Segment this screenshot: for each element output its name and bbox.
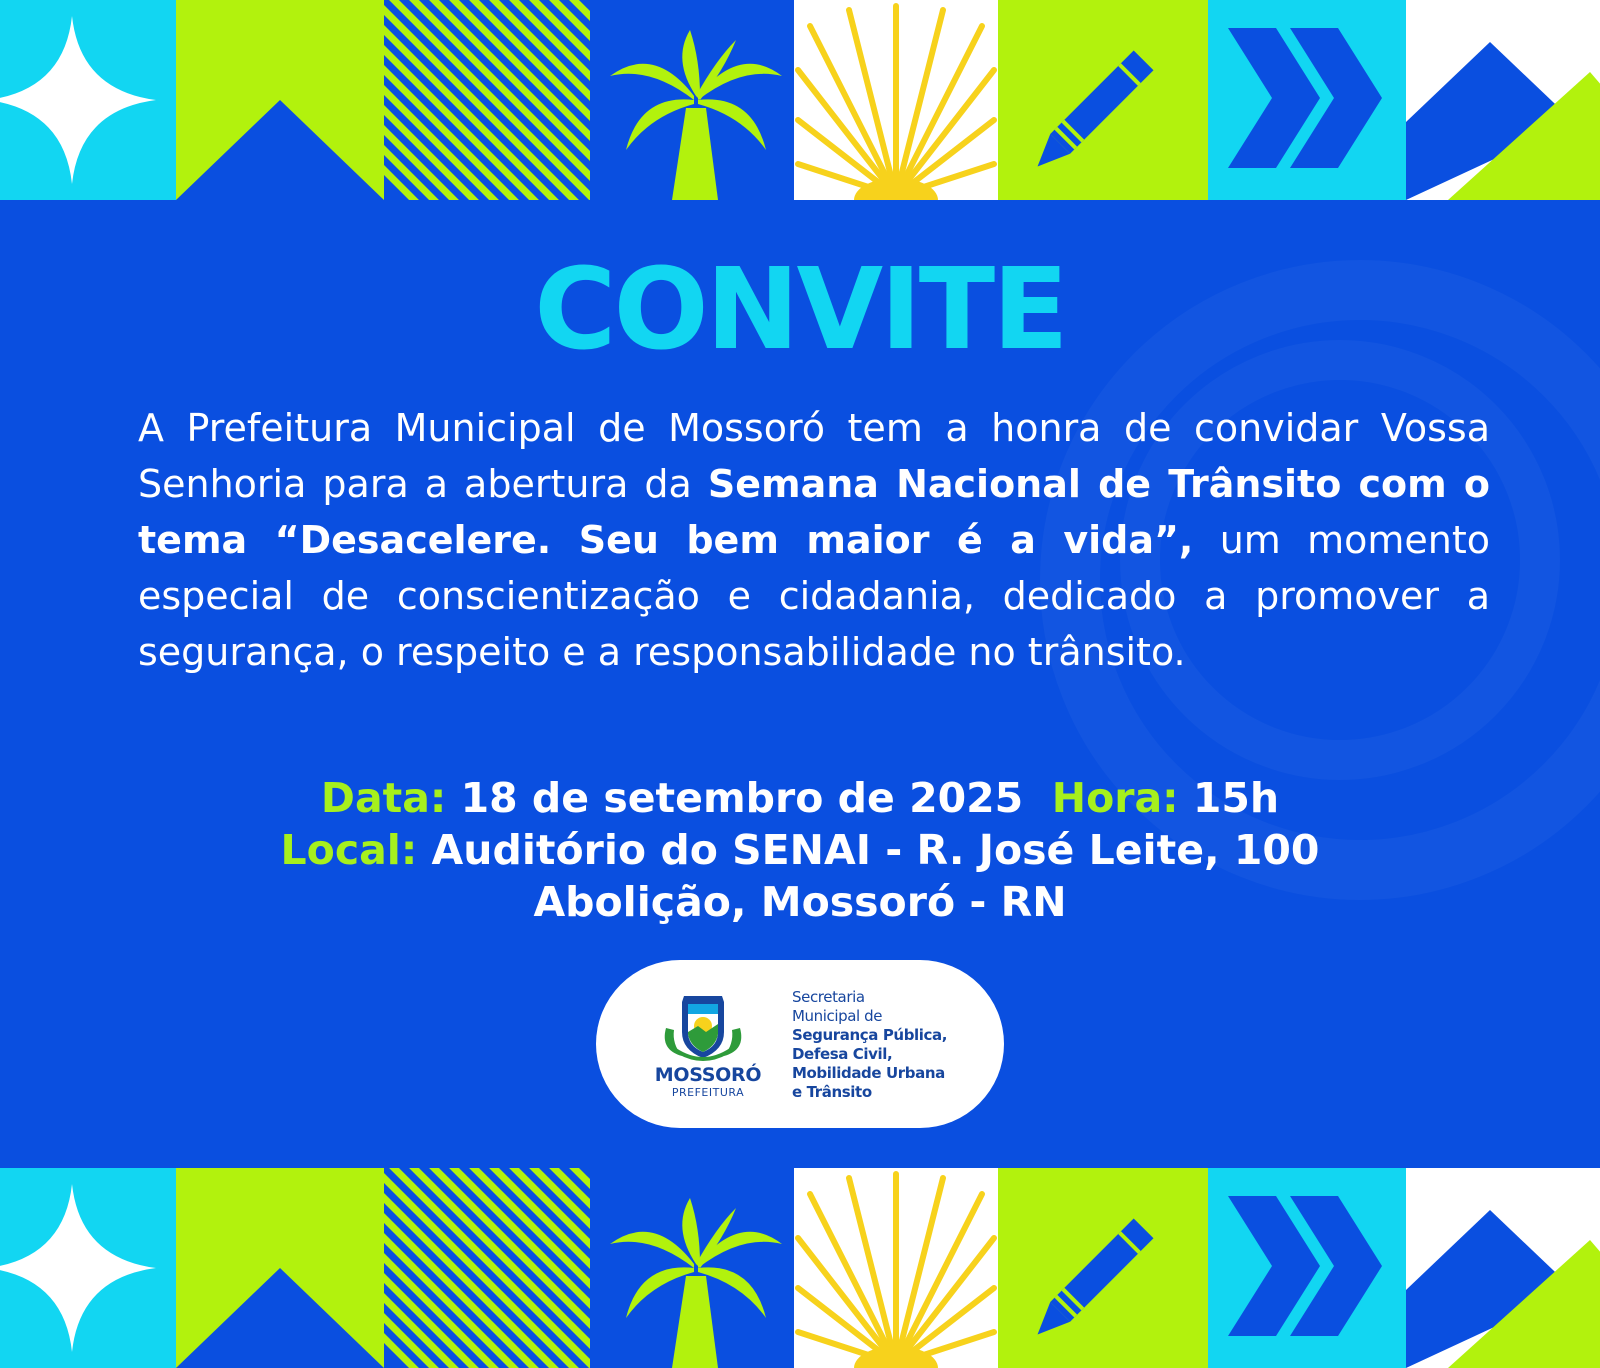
invite-paragraph bbox=[138, 400, 1490, 680]
star-icon bbox=[0, 0, 176, 200]
triangle-mountain-icon bbox=[176, 0, 384, 200]
sunburst-icon bbox=[794, 1168, 998, 1368]
secretariat-bold-3: Mobilidade Urbana bbox=[792, 1064, 945, 1082]
star-icon bbox=[0, 1168, 176, 1368]
main-content bbox=[0, 200, 1600, 1168]
secretariat-bold-2: Defesa Civil, bbox=[792, 1045, 893, 1063]
event-details bbox=[0, 772, 1600, 928]
chevron-arrows-icon bbox=[1208, 0, 1406, 200]
secretariat-name bbox=[792, 988, 992, 1102]
logo-badge bbox=[596, 960, 1004, 1128]
invite-title: CONVITE bbox=[534, 245, 1066, 375]
secretariat-line-1: Secretaria bbox=[792, 988, 865, 1006]
pencil-icon bbox=[998, 1168, 1208, 1368]
decorative-band-bottom bbox=[0, 1168, 1600, 1368]
date-value: 18 de setembro de 2025 bbox=[460, 774, 1024, 822]
triangles-icon bbox=[1406, 1168, 1600, 1368]
place-address: Auditório do SENAI - R. José Leite, 100 bbox=[431, 826, 1320, 874]
sunburst-icon bbox=[794, 0, 998, 200]
chevron-arrows-icon bbox=[1208, 1168, 1406, 1368]
triangle-mountain-icon bbox=[176, 1168, 384, 1368]
time-value: 15h bbox=[1192, 774, 1280, 822]
decorative-band-top bbox=[0, 0, 1600, 200]
secretariat-bold-1: Segurança Pública, bbox=[792, 1026, 948, 1044]
place-label: Local: bbox=[280, 826, 418, 874]
date-label: Data: bbox=[320, 774, 447, 822]
pencil-icon bbox=[998, 0, 1208, 200]
place-line bbox=[0, 824, 1600, 876]
place-line-2: Abolição, Mossoró - RN bbox=[533, 878, 1067, 926]
palm-tree-icon bbox=[590, 1168, 794, 1368]
paragraph-intro: A Prefeitura Municipal de Mossoró tem a honra de convidar Vossa Senhoria para a abertura da bbox=[138, 406, 1490, 506]
palm-tree-icon bbox=[590, 0, 794, 200]
paragraph-highlight: Semana Nacional de Trânsito com o tema “Desacelere. Seu bem maior é a vida”, bbox=[138, 462, 1491, 562]
time-label: Hora: bbox=[1051, 774, 1179, 822]
paragraph-closing: um momento especial de conscientização e cidadania, dedicado a promover a segurança, o respeito e a responsabilidade no trânsito. bbox=[138, 518, 1490, 674]
secretariat-bold-4: e Trânsito bbox=[792, 1083, 872, 1101]
date-time-line bbox=[0, 772, 1600, 824]
triangles-icon bbox=[1406, 0, 1600, 200]
city-crest-icon bbox=[658, 990, 748, 1062]
org-name: PREFEITURA bbox=[671, 1086, 745, 1099]
city-name: MOSSORÓ bbox=[654, 1064, 762, 1086]
secretariat-line-2: Municipal de bbox=[792, 1007, 883, 1025]
